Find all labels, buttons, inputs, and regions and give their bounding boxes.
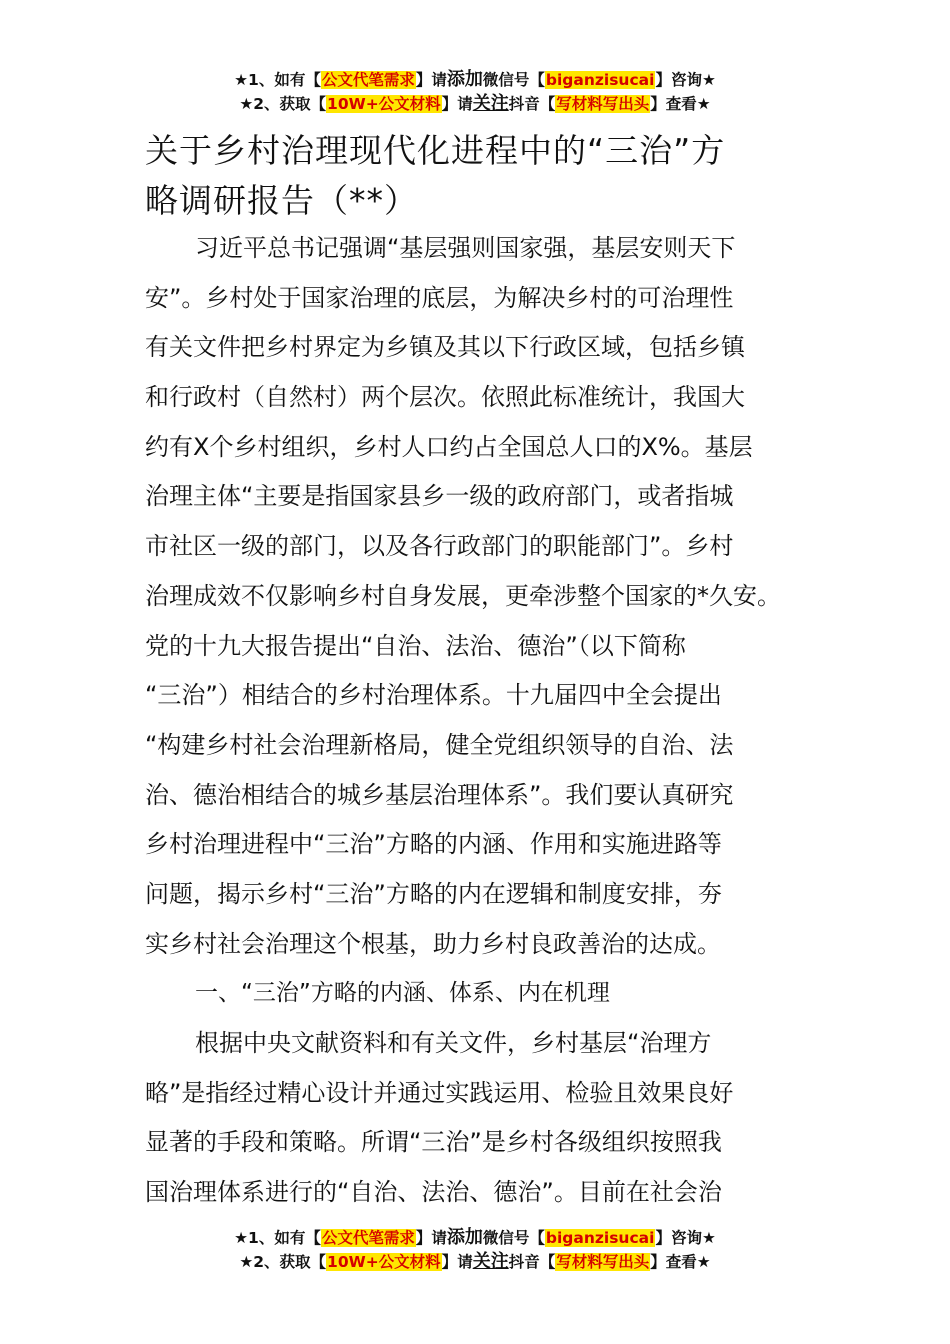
banner-highlight: 10W+公文材料 <box>327 95 441 113</box>
banner-line-2 <box>0 1250 950 1274</box>
paragraph-line: 问题，揭示乡村“三治”方略的内在逻辑和制度安排，夯 <box>145 879 722 908</box>
banner-line-1 <box>0 68 950 92</box>
banner-line-2 <box>0 92 950 116</box>
paragraph-line: 市社区一级的部门，以及各行政部门的职能部门”。乡村 <box>145 532 734 561</box>
banner-text: 】查看★ <box>650 1253 711 1271</box>
paragraph-line: 治理主体“主要是指国家县乡一级的政府部门，或者指城 <box>145 482 734 511</box>
paragraph-line: 治理成效不仅影响乡村自身发展，更牵涉整个国家的*久安。 <box>145 581 781 610</box>
banner-text: 】请 <box>415 71 447 89</box>
paragraph-line: 显著的手段和策略。所谓“三治”是乡村各级组织按照我 <box>145 1128 722 1157</box>
paragraph-line: 和行政村（自然村）两个层次。依照此标准统计，我国大 <box>145 383 745 412</box>
banner-highlight: biganzisucai <box>545 71 655 89</box>
section-heading: 一、“三治”方略的内涵、体系、内在机理 <box>195 980 610 1007</box>
banner-text: 】咨询★ <box>655 1229 716 1247</box>
banner-highlight: 公文代笔需求 <box>321 1229 415 1247</box>
banner-text: 微信号【 <box>482 1229 545 1247</box>
banner-text: 】请 <box>415 1229 447 1247</box>
banner-text: ★1、如有【 <box>234 1229 321 1247</box>
document-body <box>145 224 810 1218</box>
banner-highlight: 写材料写出头 <box>556 95 650 113</box>
paragraph-line: “三治”）相结合的乡村治理体系。十九届四中全会提出 <box>145 681 722 710</box>
banner-highlight: 写材料写出头 <box>556 1253 650 1271</box>
banner-text: 】请 <box>441 95 473 113</box>
banner-text: ★2、获取【 <box>239 1253 327 1271</box>
document-title <box>145 126 810 226</box>
paragraph-line: 乡村治理进程中“三治”方略的内涵、作用和实施进路等 <box>145 830 722 859</box>
paragraph-line: 治、德治相结合的城乡基层治理体系”。我们要认真研究 <box>145 780 734 809</box>
paragraph-line: 国治理体系进行的“自治、法治、德治”。目前在社会治 <box>145 1178 722 1207</box>
banner-highlight: 公文代笔需求 <box>321 71 415 89</box>
banner-highlight: biganzisucai <box>545 1229 655 1247</box>
banner-line-1 <box>0 1226 950 1250</box>
banner-emphasis: 关注 <box>472 1251 509 1272</box>
paragraph-line: 党的十九大报告提出“自治、法治、德治”（以下简称 <box>145 631 686 660</box>
paragraph-line: 实乡村社会治理这个根基，助力乡村良政善治的达成。 <box>145 929 721 958</box>
banner-text: ★2、获取【 <box>239 95 327 113</box>
banner-text: 】请 <box>441 1253 473 1271</box>
paragraph-line: 有关文件把乡村界定为乡镇及其以下行政区域，包括乡镇 <box>145 333 745 362</box>
banner-text: ★1、如有【 <box>234 71 321 89</box>
banner-text: 微信号【 <box>482 71 545 89</box>
paragraph-line: 安”。乡村处于国家治理的底层，为解决乡村的可治理性 <box>145 283 734 312</box>
banner-text: 抖音【 <box>508 95 556 113</box>
paragraph-line: 习近平总书记强调“基层强则国家强，基层安则天下 <box>195 234 736 262</box>
paragraph-line: 约有X个乡村组织，乡村人口约占全国总人口的X%。基层 <box>145 432 753 461</box>
paragraph-line: 略”是指经过精心设计并通过实践运用、检验且效果良好 <box>145 1078 734 1107</box>
banner-emphasis: 添加 <box>446 69 483 90</box>
banner-emphasis: 关注 <box>472 93 509 114</box>
banner-text: 】咨询★ <box>655 71 716 89</box>
paragraph-line: 根据中央文献资料和有关文件，乡村基层“治理方 <box>195 1029 712 1057</box>
banner-text: 抖音【 <box>508 1253 556 1271</box>
paragraph-line: “构建乡村社会治理新格局，健全党组织领导的自治、法 <box>145 730 734 759</box>
banner-emphasis: 添加 <box>446 1227 483 1248</box>
banner-highlight: 10W+公文材料 <box>327 1253 441 1271</box>
header-banner <box>0 68 950 116</box>
title-line-2: 略调研报告（**） <box>145 181 418 220</box>
banner-text: 】查看★ <box>650 95 711 113</box>
title-line-1: 关于乡村治理现代化进程中的“三治”方 <box>145 131 726 170</box>
footer-banner <box>0 1226 950 1274</box>
